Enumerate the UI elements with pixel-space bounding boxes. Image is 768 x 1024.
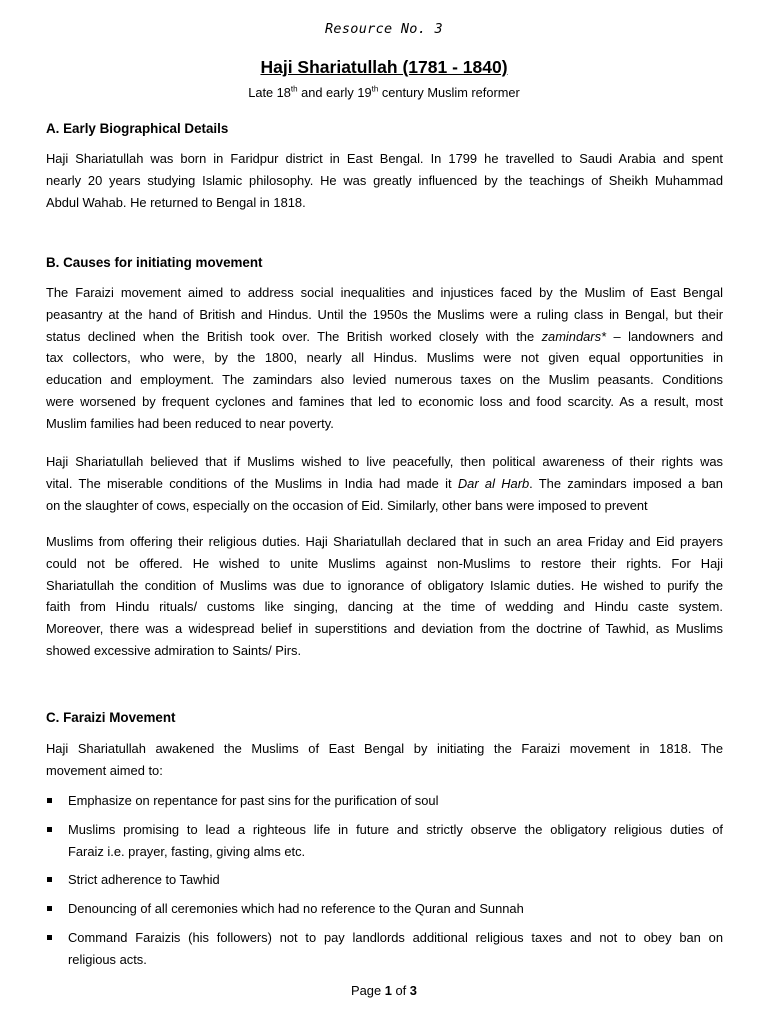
bullet-text: Faraiz i.e. prayer, fasting, giving alms etc.	[68, 843, 306, 859]
subtitle-part-1: Late 18	[248, 85, 291, 100]
bullet-text: Strict adherence to Tawhid	[68, 872, 220, 888]
list-item	[46, 869, 723, 891]
list-item	[46, 927, 723, 971]
list-item	[46, 898, 723, 920]
resource-label: Resource No. 3	[325, 21, 443, 37]
bullet-square-icon	[47, 877, 52, 882]
paragraph-line: Muslims from offering their religious duties. Haji Shariatullah declared that in such an area Friday and Eid prayers	[46, 534, 723, 549]
paragraph-line: Moreover, there was a widespread belief in superstitions and deviation from the doctrine of Tawhid, as Muslims	[46, 621, 723, 637]
paragraph-line: education and employment. The zamindars also levied numerous taxes on the Muslim peasants. Conditions	[46, 372, 723, 388]
subtitle-part-3: century Muslim reformer	[378, 85, 520, 100]
bullet-square-icon	[47, 935, 52, 940]
subtitle-superscript-2: th	[371, 84, 379, 94]
bullet-text: religious acts.	[68, 951, 147, 967]
section-b-paragraph-1	[46, 282, 723, 435]
paragraph-line: Abdul Wahab. He returned to Bengal in 1818.	[46, 194, 306, 210]
paragraph-line: tax collectors, who were, by the 1800, nearly all Hindus. Muslims were not given equal opportunities in	[46, 350, 723, 366]
section-b-heading: B. Causes for initiating movement	[46, 255, 263, 270]
footer-total-pages: 3	[409, 983, 417, 998]
subtitle-superscript-1: th	[290, 84, 298, 94]
paragraph-line: Haji Shariatullah awakened the Muslims of East Bengal by initiating the Faraizi movement in 1818. The	[46, 741, 723, 756]
paragraph-line: peasantry at the hand of British and Hindus. Until the 1950s the Muslims were a ruling class in Bengal, but their	[46, 306, 723, 322]
aims-bullet-list	[46, 790, 723, 971]
list-item	[46, 790, 723, 812]
text-run: vital. The miserable conditions of the Muslims in India had made it	[46, 475, 458, 491]
paragraph-line: showed excessive admiration to Saints/ Pirs.	[46, 642, 302, 658]
footer-page-word: Page	[351, 983, 385, 998]
page-title: Haji Shariatullah (1781 - 1840)	[260, 57, 508, 77]
section-c-heading: C. Faraizi Movement	[46, 710, 176, 725]
paragraph-line: could not be offered. He wished to unite Muslims against non-Muslims to restore their rights. For Haji	[46, 555, 723, 571]
paragraph-line: The Faraizi movement aimed to address social inequalities and injustices faced by the Muslim of East Bengal	[46, 285, 723, 300]
paragraph-line	[46, 326, 723, 348]
text-run: – landowners and	[606, 328, 723, 344]
bullet-square-icon	[47, 906, 52, 911]
paragraph-line: nearly 20 years studying Islamic philosophy. He was greatly influenced by the teachings of Sheikh Muhammad	[46, 172, 723, 188]
bullet-text: Muslims promising to lead a righteous life in future and strictly observe the obligatory religious duties of	[68, 821, 723, 837]
paragraph-line: were worsened by frequent cyclones and famines that led to economic loss and food scarcity. As a result, most	[46, 393, 723, 409]
section-b-paragraph-2	[46, 451, 723, 516]
section-c-intro	[46, 738, 723, 782]
bullet-square-icon	[47, 827, 52, 832]
list-item	[46, 819, 723, 863]
footer-current-page: 1	[384, 983, 392, 998]
italic-term-zamindars: zamindars*	[541, 328, 607, 344]
section-a-heading: A. Early Biographical Details	[46, 121, 229, 136]
text-run: . The zamindars imposed a ban	[529, 475, 723, 491]
page-subtitle	[0, 85, 768, 100]
paragraph-line: faith from Hindu rituals/ customs like singing, dancing at the time of wedding and Hindu caste system.	[46, 599, 723, 615]
paragraph-line: Haji Shariatullah was born in Faridpur district in East Bengal. In 1799 he travelled to Saudi Arabia and spent	[46, 151, 723, 166]
bullet-text: Command Faraizis (his followers) not to pay landlords additional religious taxes and not to obey ban on	[68, 929, 723, 945]
footer-of-word: of	[391, 983, 410, 998]
paragraph-line: Haji Shariatullah believed that if Muslims wished to live peacefully, then political awareness of their rights was	[46, 454, 723, 469]
bullet-text: Denouncing of all ceremonies which had no reference to the Quran and Sunnah	[68, 901, 524, 917]
section-a-paragraph	[46, 148, 723, 213]
italic-term-dar-al-harb: Dar al Harb	[457, 475, 530, 491]
text-run: status declined when the British took over. The British worked closely with the	[46, 328, 542, 344]
subtitle-part-2: and early 19	[297, 85, 372, 100]
section-b-paragraph-3	[46, 531, 723, 662]
paragraph-line: on the slaughter of cows, especially on the occasion of Eid. Similarly, other bans were imposed to prevent	[46, 497, 648, 513]
bullet-square-icon	[47, 798, 52, 803]
page-number-footer	[0, 983, 768, 998]
paragraph-line	[46, 473, 723, 495]
bullet-text: Emphasize on repentance for past sins for the purification of soul	[68, 793, 439, 808]
paragraph-line: Muslim families had been reduced to near poverty.	[46, 415, 334, 431]
paragraph-line: movement aimed to:	[46, 762, 163, 778]
paragraph-line: Shariatullah the condition of Muslims was due to ignorance of obligatory Islamic duties. He wished to purify the	[46, 577, 723, 593]
